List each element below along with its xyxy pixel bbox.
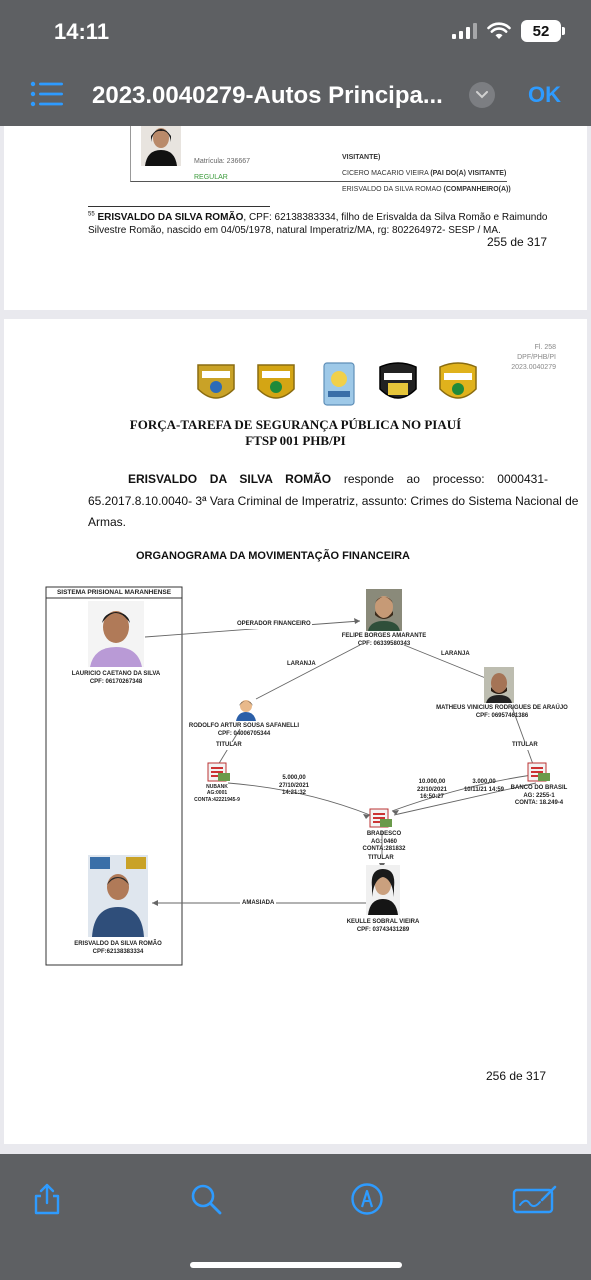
keulle-cpf: CPF: 03743431289 [356,926,410,933]
case-line-3: Armas. [88,515,127,530]
transfer-2-time: 16:50:27 [419,794,445,800]
case-paragraph [88,469,579,534]
share-icon[interactable] [30,1182,64,1216]
edge-label-titular-bottom: TITULAR [368,855,394,861]
matheus-name: MATHEUS VINICIUS RODRIGUES DE ARAÚJO [436,705,568,711]
signature-icon[interactable] [512,1182,558,1216]
footnote-number: 55 [88,211,95,218]
title-menu-button[interactable] [469,82,495,108]
keulle-label [338,919,428,934]
document-title[interactable]: 2023.0040279-Autos Principa... [92,82,443,109]
edge-label-amasiada: AMASIADA [242,900,275,906]
footnote-55 [88,211,548,237]
ok-button[interactable]: OK [528,82,561,107]
rodolfo-name: RODOLFO ARTUR SOUSA SAFANELLI [188,723,300,729]
chevron-down-icon [476,91,488,99]
page-number-256: 256 de 317 [486,1069,547,1083]
laurico-cpf: CPF: 06170267348 [89,678,143,685]
police-badges-row [194,361,484,409]
nubank-ag: AG:0001 [206,790,228,797]
edge-label-laranja-right: LARANJA [441,651,470,657]
bb-conta: CONTA: 18.249-4 [514,800,564,806]
nubank-conta: CONTA:42221945-9 [194,796,240,803]
bradesco-label [354,831,414,854]
section-title: ORGANOGRAMA DA MOVIMENTAÇÃO FINANCEIRA [136,550,410,562]
matheus-label [432,705,572,720]
visitor-row-2 [342,186,511,193]
nubank-name: NUBANK [206,784,228,790]
org-labels [4,579,587,979]
bb-ag: AG: 2255-1 [523,792,555,799]
pdf-page-256 [4,319,587,1144]
visitor-partial-text: VISITANTE) [342,154,381,161]
transfer-2-amount: 10.000,00 [418,779,446,785]
footnote-divider [88,206,270,207]
top-bar [0,0,591,126]
markup-icon[interactable] [350,1182,384,1216]
policia-rodoviaria-badge-icon [440,363,476,398]
battery-icon: 52 [521,20,561,42]
transfer-2-date: 22/10/2021 [416,786,448,793]
transfer-1-date: 27/10/2021 [278,782,310,789]
outline-list-icon[interactable] [30,80,64,108]
felipe-label [334,633,434,648]
case-line-1: responde ao processo: 0000431- [331,472,548,486]
visitor-row-1 [342,170,506,177]
stamp-line-3: 2023.0040279 [511,363,556,371]
transfer-3-amount: 3.000,00 [472,779,496,785]
search-icon[interactable] [189,1182,223,1216]
document-nav [0,70,591,120]
laurico-label [64,671,168,686]
edge-label-titular-left: TITULAR [216,742,242,748]
transfer-3-datetime: 10/11/21 14:59 [463,786,505,793]
wifi-icon [487,22,511,40]
edge-label-titular-right: TITULAR [512,742,538,748]
footnote-name: ERISVALDO DA SILVA ROMÃO [97,212,244,223]
nubank-label [192,784,242,803]
detainee-photo [141,126,181,166]
rodolfo-cpf: CPF: 04006705344 [217,730,271,737]
forca-tarefa-emblem-icon [324,363,354,405]
pdf-page-255 [4,126,587,310]
bradesco-name: BRADESCO [366,831,402,837]
bradesco-conta: CONTA:281832 [362,846,406,852]
visitor-1-relation: (PAI DO(A) VISITANTE) [430,170,507,177]
page-stamp [500,343,556,372]
felipe-cpf: CPF: 06339580343 [357,640,411,647]
erisvaldo-label [66,941,170,956]
heading-line-2: FTSP 001 PHB/PI [245,433,346,449]
status-time: 14:11 [54,19,110,44]
prison-system-label: SISTEMA PRISIONAL MARANHENSE [56,589,172,596]
status-icons [452,20,561,42]
cellular-signal-icon [452,23,477,39]
policia-penal-badge-icon [380,363,416,398]
situacao-text: REGULAR [194,174,228,181]
page-number-255: 255 de 317 [487,235,548,249]
heading-line-1: FORÇA-TAREFA DE SEGURANÇA PÚBLICA NO PIAUÍ [129,417,462,432]
transfer-1-time: 14:21:32 [281,790,307,796]
visitor-2-relation: (COMPANHEIRO(A)) [443,186,511,193]
heading-ftsp [4,417,587,450]
stamp-line-1: Fl. 258 [534,344,556,351]
visitor-1-name: CICERO MACARIO VIEIRA [342,170,429,177]
footnote-line-2: Silvestre Romão, nascido em 04/05/1978, natural Imperatriz/MA, rg: 802264972- SESP / MA. [88,225,501,236]
bradesco-ag: AG: 0460 [370,838,397,845]
laurico-name: LAURICIO CAETANO DA SILVA [71,671,161,677]
case-name: ERISVALDO DA SILVA ROMÃO [128,472,332,486]
home-indicator[interactable] [190,1262,402,1268]
stamp-line-2: DPF/PHB/PI [517,353,556,361]
bb-name: BANCO DO BRASIL [510,785,568,791]
edge-label-operador: OPERADOR FINANCEIRO [237,621,311,627]
erisvaldo-name: ERISVALDO DA SILVA ROMÃO [74,941,162,947]
transfer-1-label [272,775,316,798]
felipe-name: FELIPE BORGES AMARANTE [341,633,427,639]
transfer-1-amount: 5.000,00 [282,775,306,781]
erisvaldo-cpf: CPF:62138383334 [92,948,144,955]
rodolfo-label [186,723,302,738]
keulle-name: KEULLE SOBRAL VIEIRA [346,919,420,925]
footnote-line-1: , CPF: 62138383334, filho de Erisvalda da Silva Romão e Raimundo [243,212,548,223]
policia-civil-badge-icon [198,365,234,398]
edge-label-laranja-left: LARANJA [287,661,316,667]
case-line-2: 65.2017.8.10.0040- 3ª Vara Criminal de Imperatriz, assunto: Crimes do Sistema Nacional de [88,493,579,508]
matheus-cpf: CPF: 06957461386 [475,712,529,719]
matricula-text: Matrícula: 236667 [194,158,251,165]
visitor-2-name: ERISVALDO DA SILVA ROMAO [342,186,442,193]
policia-federal-badge-icon [258,365,294,398]
banco-do-brasil-label [504,785,574,808]
transfer-2-label [410,779,454,802]
pdf-viewer[interactable] [0,126,591,1154]
